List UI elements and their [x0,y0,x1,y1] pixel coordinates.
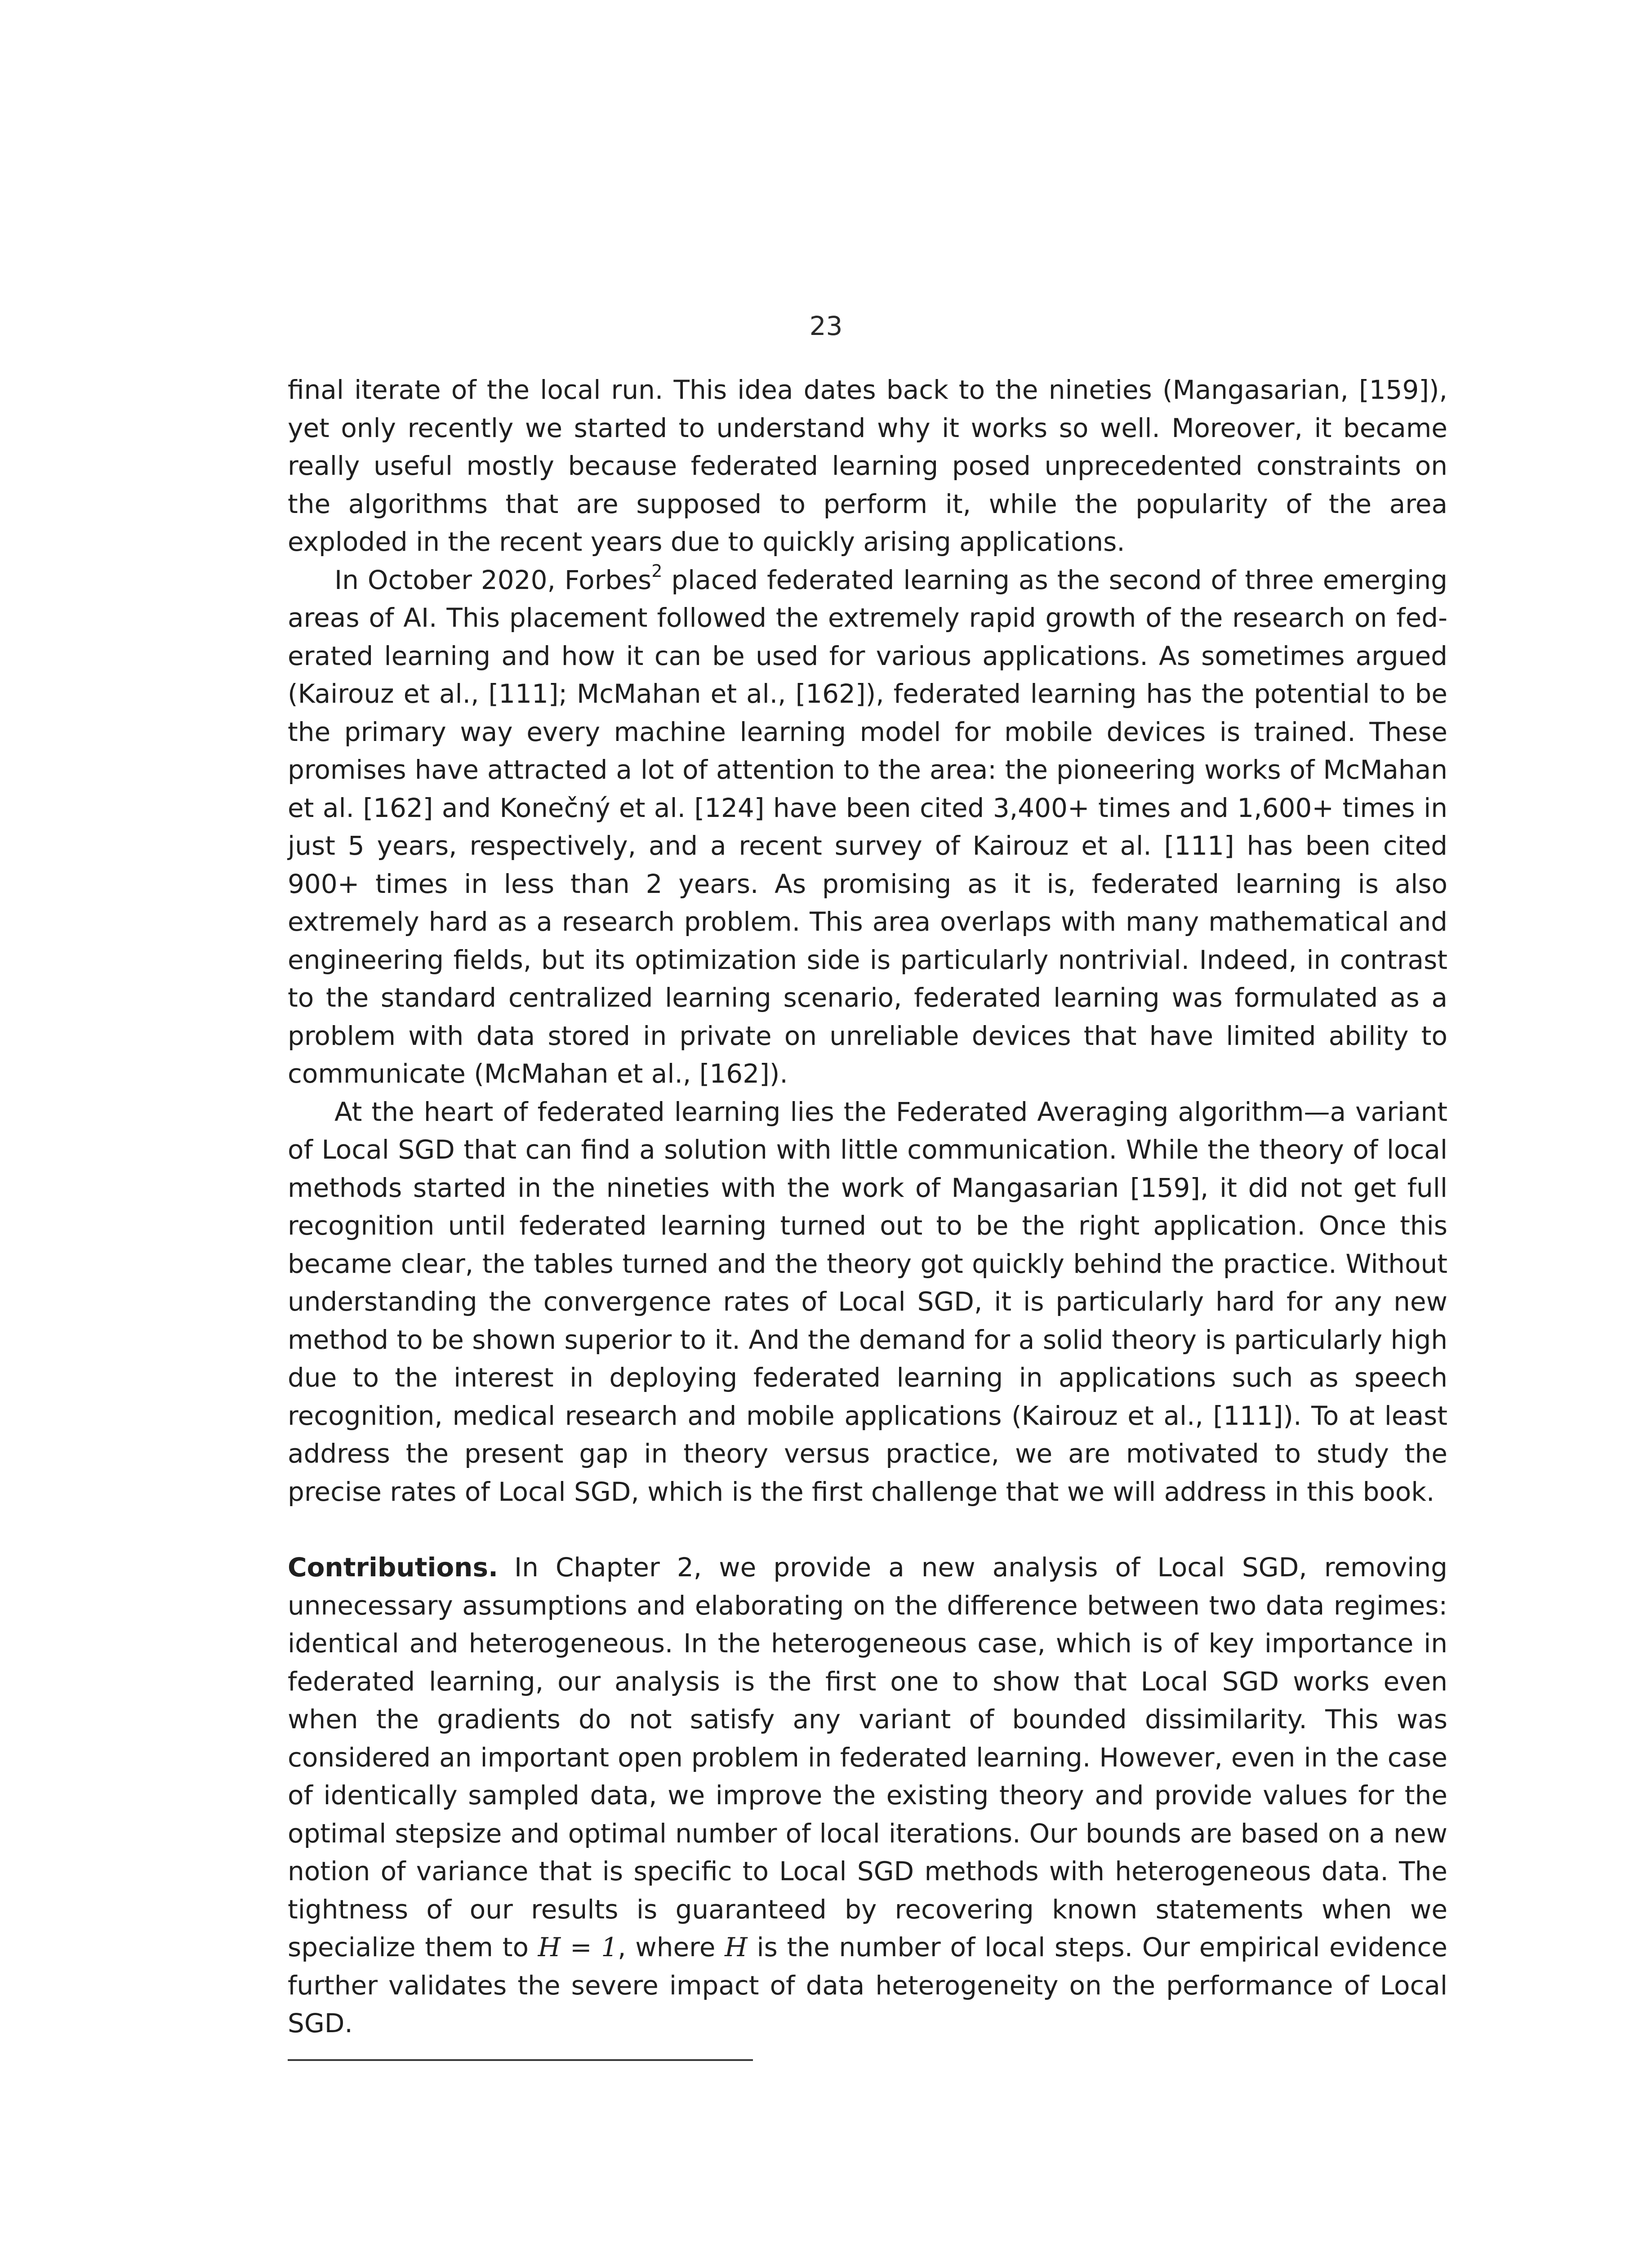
paragraph-forbes-lead: In October 2020, Forbes [334,564,652,595]
contributions-text-a: In Chapter 2, we provide a new analysis of Local SGD, removing unnecessary assumptions and elaborating on the difference between two data regimes: identical and heterogeneous. In the heterogeneous case, which is of key importance in federated learning, our analysis is the first one to show that Local SGD works even when the gradients do not satisfy any variant of bounded dissimilarity. This was considered an important open problem in federated learning. However, even in the case of identically sampled data, we improve the existing theory and provide values for the optimal stepsize and optimal number of local iterations. Our bounds are based on a new notion of variance that is specific to Local SGD methods with heterogeneous data. The tightness of our results is guaranteed by recovering known statements when we specialize them to [288,1552,1447,1963]
math-h: H [725,1932,748,1963]
body-text [288,371,1447,2043]
contributions-heading: Contributions. [288,1552,499,1583]
math-h-equals-one: H = 1 [538,1932,618,1963]
contributions-text-b: , where [618,1932,725,1963]
paragraph-federated-averaging: At the heart of federated learning lies the Federated Averaging algorithm—a variant of Local SGD that can find a solution with little communication. While the theory of local methods started in the nineties with the work of Mangasarian [159], it did not get full recognition until federated learning turned out to be the right application. Once this became clear, the tables turned and the theory got quickly behind the practice. Without understanding the convergence rates of Local SGD, it is particularly hard for any new method to be shown superior to it. And the demand for a solid theory is particularly high due to the interest in deploying federated learning in applications such as speech recognition, medical research and mobile applications (Kairouz et al., [111]). To at least address the present gap in theory versus practice, we are motivated to study the precise rates of Local SGD, which is the first challenge that we will address in this book. [288,1096,1447,1507]
contributions-text-c: is the number of local steps. Our empirical evidence further validates the severe impact of data heterogeneity on the performance of Local SGD. [288,1932,1447,2038]
paragraph-forbes [288,561,1447,1093]
paragraph-continuation: final iterate of the local run. This idea dates back to the nineties (Mangasarian, [159]), yet only recently we started to understand why it works so well. Moreover, it became really useful mostly because federated learning posed unprecedented constraints on the algorithms that are supposed to perform it, while the popularity of the area exploded in the recent years due to quickly arising applications. [288,375,1447,557]
page-number: 23 [809,311,843,341]
footnote-marker: 2 [651,561,663,581]
paragraph-contributions [288,1548,1447,2043]
paragraph-forbes-rest: placed federated learning as the second of three emerging areas of AI. This placement followed the extremely rapid growth of the research on federated learning and how it can be used for various applications. As sometimes argued (Kairouz et al., [111]; McMahan et al., [162]), federated learning has the potential to be the primary way every machine learning model for mobile devices is trained. These promises have attracted a lot of attention to the area: the pioneering works of McMahan et al. [162] and Konečný et al. [124] have been cited 3,400+ times and 1,600+ times in just 5 years, respectively, and a recent survey of Kairouz et al. [111] has been cited 900+ times in less than 2 years. As promising as it is, federated learning is also extremely hard as a research problem. This area overlaps with many mathematical and engineering fields, but its optimization side is particularly nontrivial. Indeed, in contrast to the standard centralized learning scenario, federated learning was formulated as a problem with data stored in private on unreliable devices that have limited ability to communicate (McMahan et al., [162]). [288,564,1447,1089]
footnote-rule [288,2059,753,2061]
